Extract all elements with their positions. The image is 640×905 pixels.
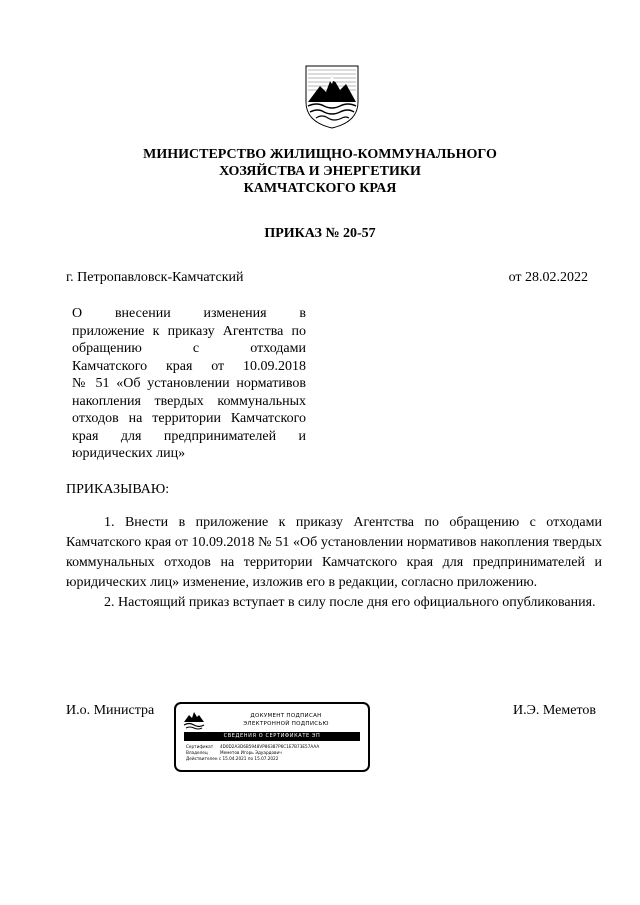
paragraph: 2. Настоящий приказ вступает в силу после дня его официального опубликования. — [104, 595, 596, 610]
stamp-row-value: Действителен с 15.04.2021 по 15.07.2022 — [186, 756, 279, 761]
signatory-position: И.о. Министра — [66, 703, 155, 718]
kamchatka-emblem-icon — [302, 62, 362, 130]
stamp-row-value: Меметов Игорь Эдуардович — [220, 750, 282, 755]
subject-line: обращению с отходами — [72, 341, 306, 356]
order-place: г. Петропавловск-Камчатский — [66, 270, 244, 285]
subject-line: накопления твердых коммунальных — [72, 393, 306, 409]
ministry-line: ХОЗЯЙСТВА И ЭНЕРГЕТИКИ — [219, 164, 421, 179]
decree-heading: ПРИКАЗЫВАЮ: — [66, 482, 170, 497]
stamp-row-value: 4D0D2A3D6B5948VP86387P6C1E7B73E57AAA — [220, 744, 320, 749]
subject-line: Камчатского края от 10.09.2018 — [72, 358, 306, 374]
stamp-certificate-bar: СВЕДЕНИЯ О СЕРТИФИКАТЕ ЭП — [184, 732, 360, 741]
subject-line: № 51 «Об установлении нормативов — [72, 376, 306, 391]
order-date: от 28.02.2022 — [508, 270, 588, 285]
ministry-line: КАМЧАТСКОГО КРАЯ — [243, 181, 397, 196]
ministry-line: МИНИСТЕРСТВО ЖИЛИЩНО-КОММУНАЛЬНОГО — [143, 147, 497, 162]
signatory-name: И.Э. Меметов — [513, 703, 596, 718]
order-body — [66, 513, 602, 613]
stamp-row-validity — [186, 756, 278, 762]
subject-line: приложение к приказу Агентства по — [72, 323, 306, 339]
subject-line: края для предпринимателей и — [72, 428, 306, 444]
ministry-name — [60, 146, 580, 197]
stamp-emblem-icon — [182, 709, 206, 731]
subject-line: отходов на территории Камчатского — [72, 411, 306, 426]
order-title: ПРИКАЗ № 20-57 — [264, 226, 376, 241]
stamp-heading-line: ЭЛЕКТРОННОЙ ПОДПИСЬЮ — [243, 721, 329, 727]
stamp-row-key: Владелец — [186, 750, 208, 755]
electronic-signature-stamp — [174, 702, 370, 772]
subject-line: О внесении изменения в — [72, 306, 306, 321]
paragraph: 1. Внести в приложение к приказу Агентства по обращению с отходами Камчатского края от 10.09.2018 № 51 «Об установлении нормативов накопления твердых коммунальных отходов на территории Камчатского края для предпринимателей и юридических лиц» изменение, изложив его в редакции, согласно приложению. — [66, 515, 602, 590]
stamp-row-key: Сертификат — [186, 744, 214, 749]
subject-line: юридических лиц» — [72, 446, 186, 461]
stamp-heading-line: ДОКУМЕНТ ПОДПИСАН — [250, 713, 322, 719]
order-subject — [72, 305, 306, 463]
stamp-heading — [212, 712, 360, 728]
